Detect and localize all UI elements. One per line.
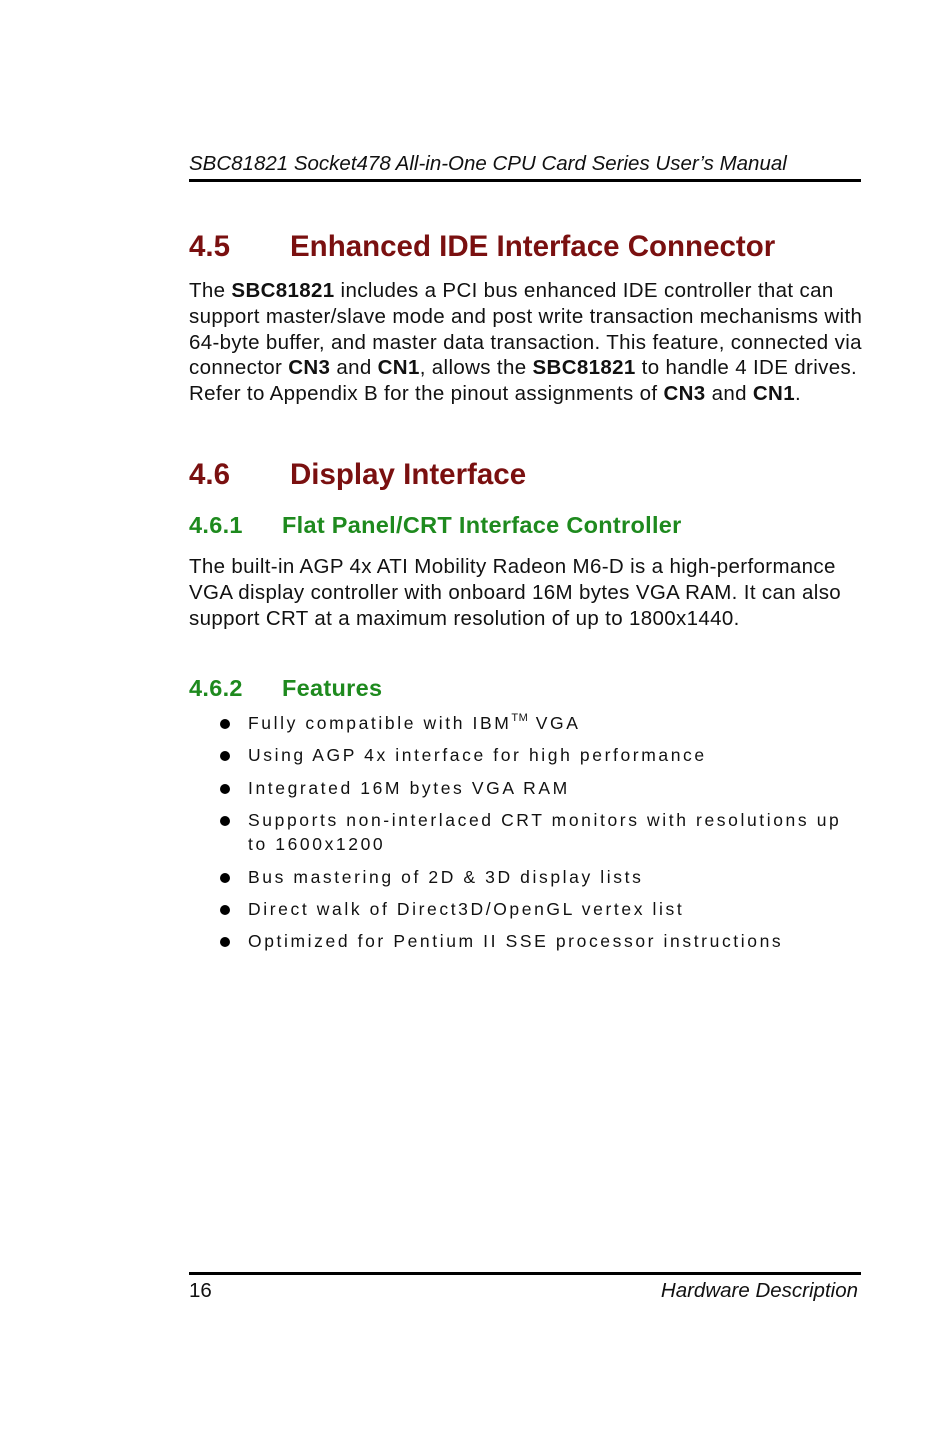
bullet-icon [220,719,230,729]
bold-run: SBC81821 [532,356,636,380]
section-heading-4-5 [189,229,775,265]
bold-run: CN1 [752,382,795,406]
bullet-icon [220,905,230,915]
display-controller-paragraph: The built-in AGP 4x ATI Mobility Radeon M6-D is a high-performance VGA display controller with onboard 16M bytes VGA RAM. It can also support CRT at a maximum resolution of up to 1800x1440. [189,555,842,630]
text-run: The [189,279,232,302]
bold-run: CN3 [288,356,331,380]
page-number: 16 [189,1279,212,1302]
list-item [189,865,848,889]
footer-section-name: Hardware Description [660,1279,858,1302]
bold-run: SBC81821 [231,279,335,302]
item-text: Using AGP 4x interface for high performance [248,745,707,766]
subsection-heading-4-6-1 [189,510,682,540]
subsection-number: 4.6.2 [189,675,243,701]
footer-rule [189,1272,861,1275]
list-item [189,743,848,767]
text-run: and [330,356,378,380]
section-title: Enhanced IDE Interface Connector [290,230,776,263]
text-run: , allows the [419,356,533,380]
text-run: and [705,382,753,406]
item-text: Supports non-interlaced CRT monitors with resolutions up to 1600x1200 [248,810,842,855]
text-run: includes a PCI bus enhanced IDE controller that can support master/slave mode and post write transaction mechanisms with 64-byte buffer, and master data transaction. This feature, connected via connector [189,279,863,380]
header-rule [189,179,861,182]
section-title: Display Interface [290,458,527,491]
section-number: 4.5 [189,230,231,263]
subsection-heading-4-6-2 [189,673,382,703]
subsection-title: Flat Panel/CRT Interface Controller [282,512,682,538]
text-run: to handle 4 IDE drives. Refer to Appendix B for the pinout assignments of [189,356,858,406]
trademark-superscript: TM [511,712,529,724]
bullet-icon [220,751,230,761]
bullet-icon [220,937,230,947]
ide-paragraph [189,278,869,407]
section-number: 4.6 [189,458,231,491]
item-text: Integrated 16M bytes VGA RAM [248,777,570,798]
bullet-icon [220,784,230,794]
features-list [189,711,861,962]
list-item [189,776,848,800]
subsection-title: Features [282,675,383,701]
list-item [189,897,848,921]
list-item [189,711,848,735]
item-text: Optimized for Pentium II SSE processor instructions [248,931,784,952]
subsection-number: 4.6.1 [189,512,243,538]
section-heading-4-6 [189,457,526,493]
bullet-icon [220,873,230,883]
item-text: Direct walk of Direct3D/OpenGL vertex list [248,898,685,919]
bullet-icon [220,816,230,826]
bold-run: CN3 [663,382,706,406]
bold-run: CN1 [377,356,420,380]
list-item [189,929,848,953]
text-run: . [794,382,801,406]
item-text: Bus mastering of 2D & 3D display lists [248,866,644,887]
running-header: SBC81821 Socket478 All-in-One CPU Card Series User’s Manual [189,152,787,175]
list-item [189,808,848,856]
item-text: VGA [528,713,581,733]
item-text: Fully compatible with IBM [248,713,512,733]
